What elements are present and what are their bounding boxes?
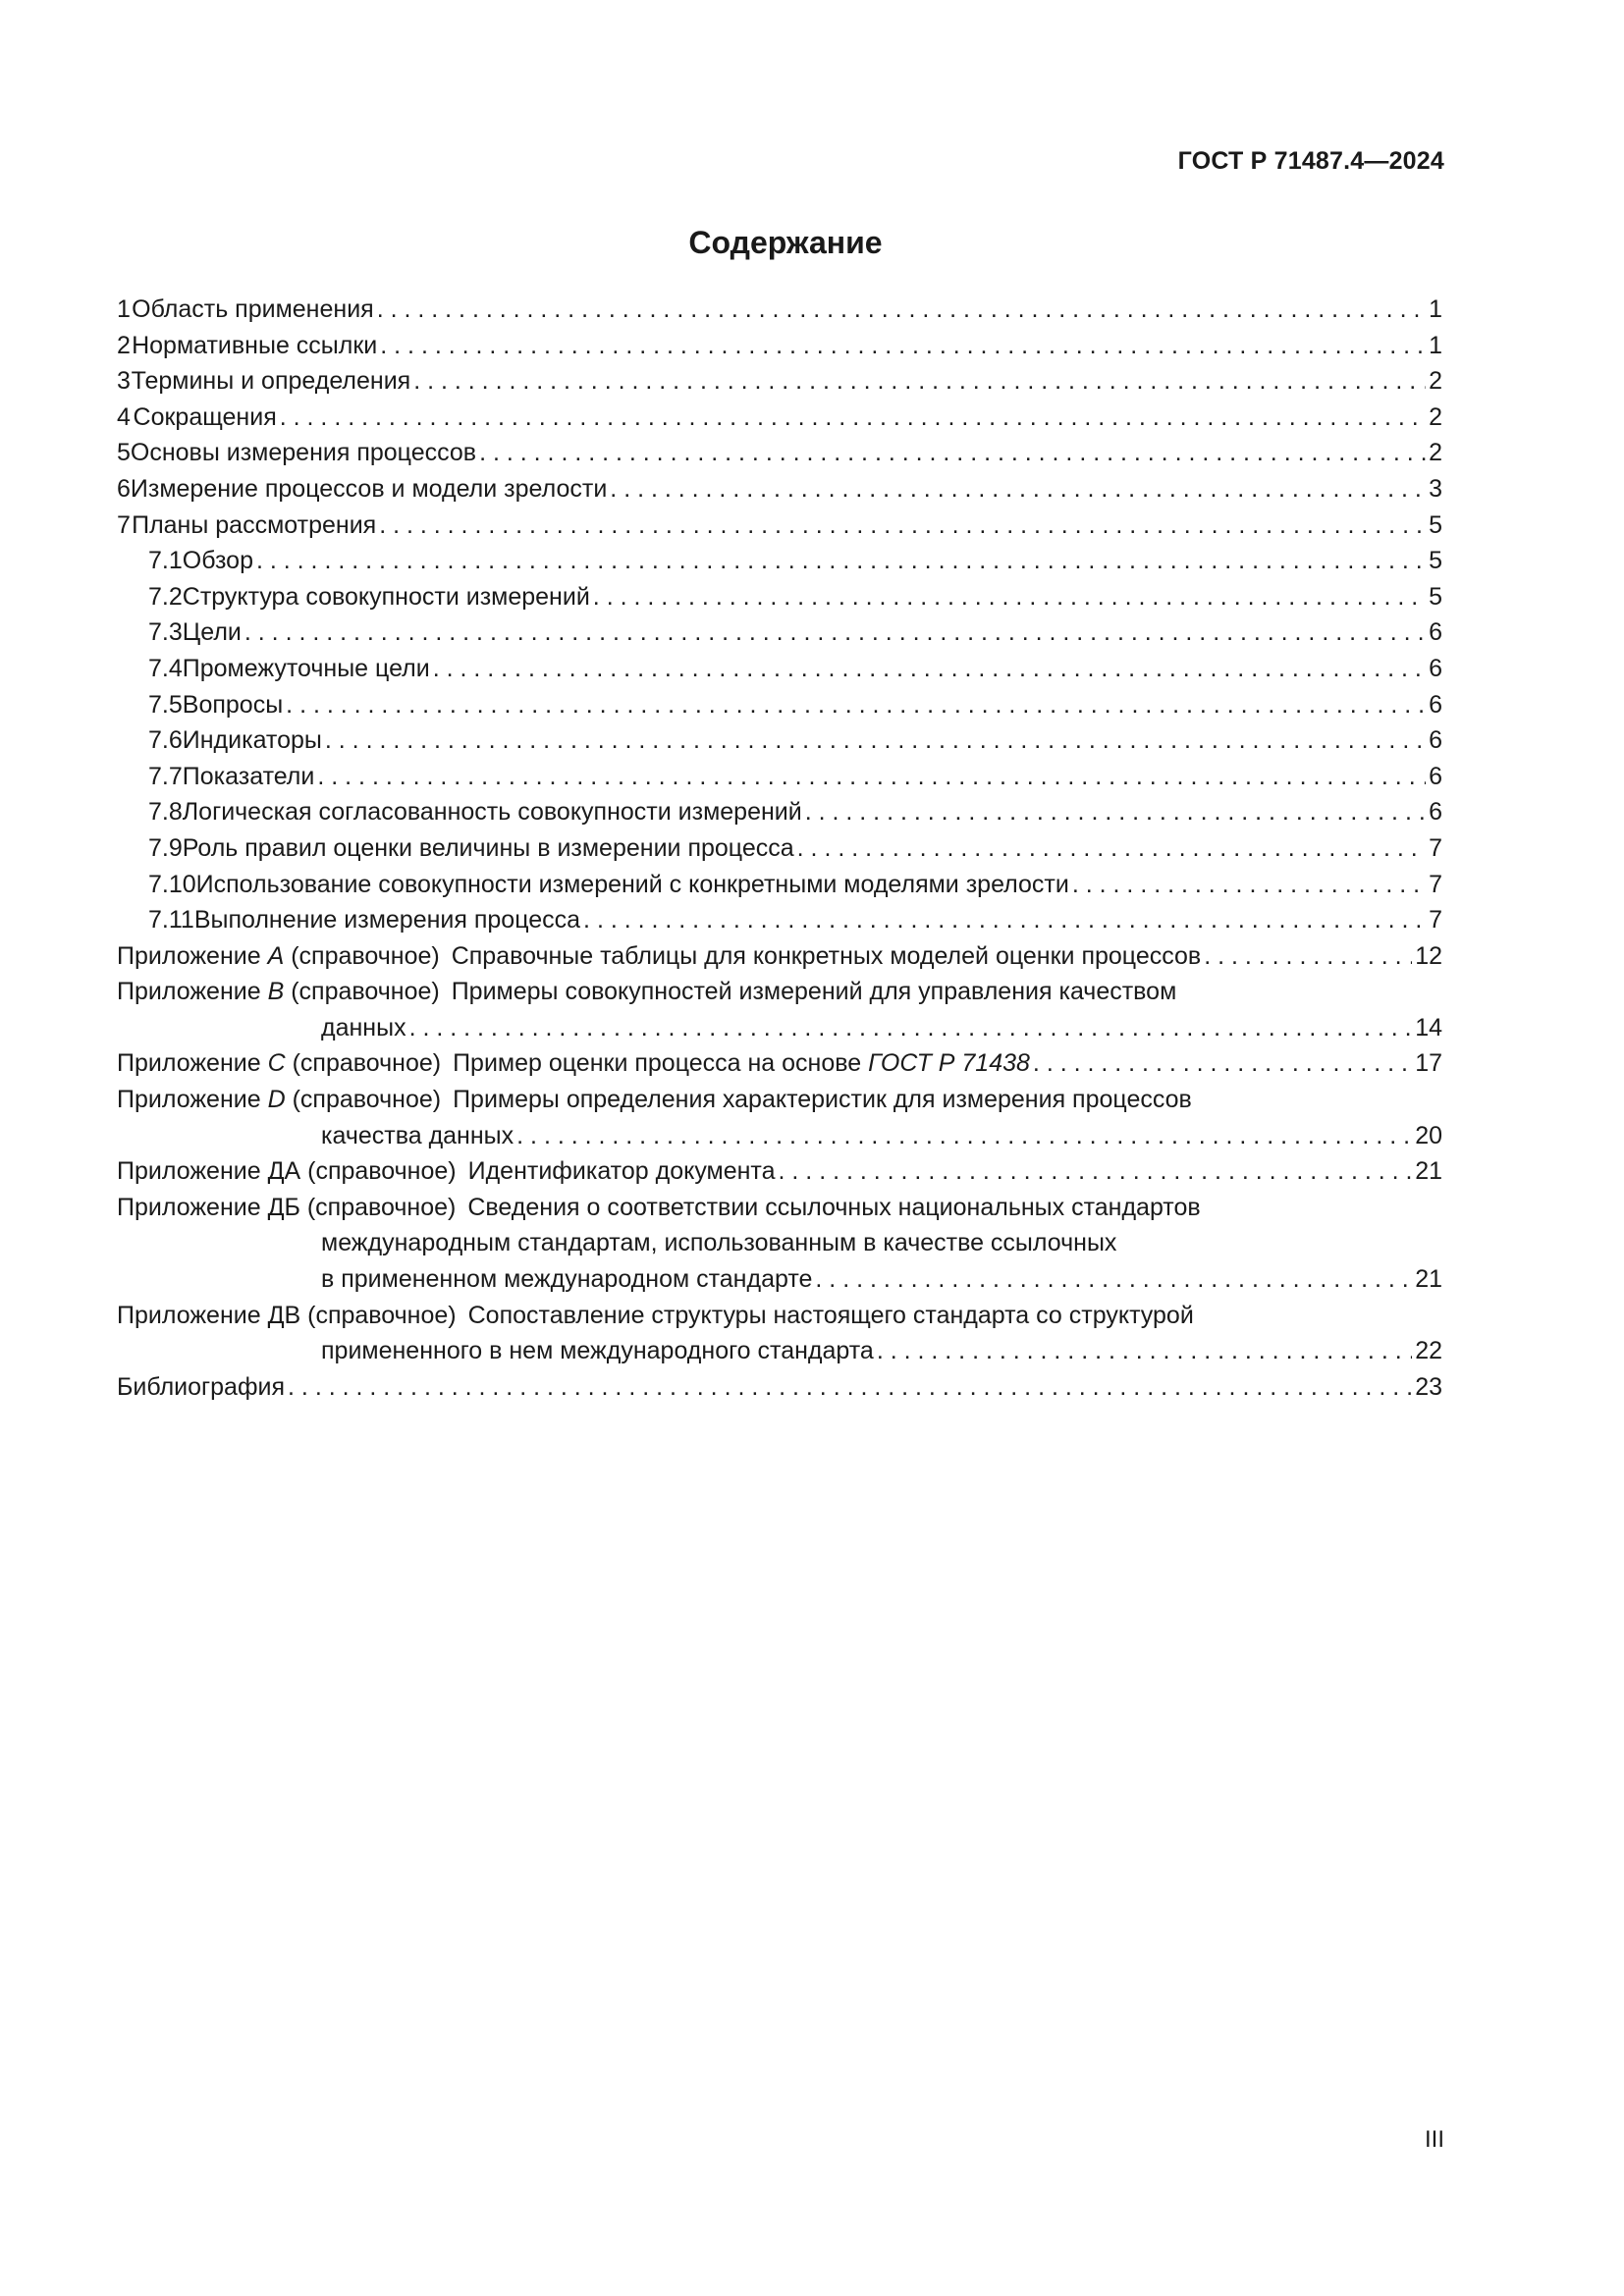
dot-leader — [325, 722, 1426, 759]
annex-title-cont: в примененном международном стандарте — [321, 1265, 813, 1294]
toc-entry-page: 20 — [1415, 1121, 1442, 1149]
gost-reference: ГОСТ Р 71438 — [868, 1049, 1030, 1078]
toc-entry-title: Логическая согласованность совокупности измерений — [182, 798, 802, 827]
toc-subentry[interactable] — [117, 867, 1442, 903]
toc-subentry[interactable] — [117, 543, 1442, 579]
document-code: ГОСТ Р 71487.4—2024 — [1177, 147, 1444, 175]
dot-leader — [433, 651, 1426, 687]
toc-entry-title: Индикаторы — [182, 726, 322, 755]
toc-entry-page: 6 — [1429, 654, 1442, 682]
toc-subentry[interactable] — [117, 830, 1442, 867]
toc-annex-dv-cont[interactable] — [117, 1333, 1442, 1369]
dot-leader — [280, 400, 1426, 436]
toc-entry-number: 2 — [117, 331, 131, 359]
toc-entry-title: Цели — [182, 618, 242, 647]
dot-leader — [377, 292, 1426, 328]
toc-subentry[interactable] — [117, 722, 1442, 759]
toc-annex-db-cont[interactable] — [117, 1261, 1442, 1298]
toc-entry-page: 5 — [1429, 510, 1442, 539]
dot-leader — [413, 363, 1426, 400]
toc-entry-page: 7 — [1429, 906, 1442, 934]
toc-entry-number: 7.3 — [148, 618, 183, 647]
dot-leader — [1072, 867, 1426, 903]
table-of-contents — [117, 292, 1442, 1405]
dot-leader — [877, 1333, 1412, 1369]
toc-entry-number: 7.8 — [148, 798, 183, 827]
toc-entry[interactable] — [117, 400, 1442, 436]
toc-entry-title: Структура совокупности измерений — [182, 582, 590, 611]
toc-entry-title: Термины и определения — [131, 367, 411, 396]
toc-entry[interactable] — [117, 328, 1442, 364]
toc-entry[interactable] — [117, 363, 1442, 400]
toc-entry-number: 7.6 — [148, 726, 183, 755]
dot-leader — [286, 687, 1426, 723]
toc-entry[interactable] — [117, 292, 1442, 328]
toc-annex-db[interactable]: Приложение ДБ (справочное) Сведения о соответствии ссылочных национальных стандартов — [117, 1193, 1201, 1221]
toc-entry-title: Промежуточные цели — [182, 654, 430, 682]
dot-leader — [1204, 938, 1412, 975]
annex-title-cont: данных — [321, 1013, 406, 1041]
toc-entry-page: 6 — [1429, 762, 1442, 790]
toc-entry-page: 2 — [1429, 367, 1442, 396]
annex-title: Примеры совокупностей измерений для управления качеством — [451, 978, 1177, 1006]
toc-entry[interactable] — [117, 471, 1442, 507]
toc-entry-number: 6 — [117, 474, 131, 503]
dot-leader — [1033, 1045, 1412, 1082]
toc-entry-title: Основы измерения процессов — [130, 439, 477, 467]
dot-leader — [583, 902, 1426, 938]
toc-entry-title: Показатели — [182, 762, 315, 790]
toc-entry-page: 14 — [1415, 1013, 1442, 1041]
toc-entry-page: 1 — [1429, 331, 1442, 359]
toc-entry-page: 7 — [1429, 833, 1442, 862]
toc-entry-title: Использование совокупности измерений с конкретными моделями зрелости — [195, 870, 1069, 898]
dot-leader — [379, 507, 1426, 544]
toc-annex-c[interactable] — [117, 1045, 1442, 1082]
toc-annex-db-cont[interactable] — [117, 1225, 1442, 1261]
toc-title: Содержание — [688, 225, 883, 260]
annex-label: Приложение А (справочное) Справочные таблицы для конкретных моделей оценки процессов — [117, 941, 1202, 970]
toc-entry-title: Роль правил оценки величины в измерении процесса — [182, 833, 794, 862]
dot-leader — [805, 794, 1426, 830]
dot-leader — [288, 1369, 1412, 1406]
annex-label: Приложение С (справочное) Пример оценки процесса на основе ГОСТ Р 71438 — [117, 1049, 1030, 1078]
dot-leader — [516, 1118, 1412, 1154]
toc-entry-number: 7.4 — [148, 654, 183, 682]
toc-entry-page: 2 — [1429, 402, 1442, 431]
toc-entry-page: 22 — [1415, 1337, 1442, 1365]
dot-leader — [244, 614, 1426, 651]
toc-subentry[interactable] — [117, 794, 1442, 830]
toc-annex-b[interactable]: Приложение В (справочное) Примеры совокупностей измерений для управления качеством — [117, 978, 1177, 1006]
toc-entry-number: 7 — [117, 510, 131, 539]
toc-entry-page: 23 — [1415, 1372, 1442, 1401]
toc-entry-number: 1 — [117, 295, 131, 323]
toc-entry-number: 7.5 — [148, 690, 183, 719]
dot-leader — [593, 579, 1426, 615]
toc-entry-page: 3 — [1429, 474, 1442, 503]
toc-entry-page: 21 — [1415, 1265, 1442, 1294]
toc-subentry[interactable] — [117, 651, 1442, 687]
toc-entry-number: 7.11 — [148, 906, 194, 934]
toc-entry-page: 5 — [1429, 547, 1442, 575]
toc-annex-b-cont[interactable] — [117, 1010, 1442, 1046]
annex-title-cont: примененного в нем международного стандарта — [321, 1337, 874, 1365]
toc-subentry[interactable] — [117, 579, 1442, 615]
toc-entry-page: 5 — [1429, 582, 1442, 611]
page-number: III — [1424, 2126, 1444, 2153]
toc-entry-page: 6 — [1429, 798, 1442, 827]
toc-annex-d-cont[interactable] — [117, 1118, 1442, 1154]
annex-title: Идентификатор документа — [467, 1157, 776, 1186]
toc-entry-page: 12 — [1415, 941, 1442, 970]
toc-entry-number: 7.1 — [148, 547, 183, 575]
toc-entry-title: Нормативные ссылки — [132, 331, 378, 359]
toc-annex-da[interactable] — [117, 1153, 1442, 1190]
toc-subentry[interactable] — [117, 614, 1442, 651]
toc-entry-title: Сокращения — [133, 402, 277, 431]
annex-title: Сопоставление структуры настоящего стандарта со структурой — [467, 1301, 1194, 1329]
toc-entry-page: 6 — [1429, 726, 1442, 755]
toc-entry-title: Область применения — [132, 295, 374, 323]
toc-entry-number: 7.9 — [148, 833, 183, 862]
toc-entry-title: Измерение процессов и модели зрелости — [130, 474, 608, 503]
toc-entry-page: 6 — [1429, 690, 1442, 719]
annex-title: Сведения о соответствии ссылочных национальных стандартов — [467, 1193, 1201, 1221]
toc-entry-title: Вопросы — [182, 690, 284, 719]
toc-entry-title: Библиография — [117, 1372, 286, 1401]
toc-entry-title: Обзор — [182, 547, 253, 575]
toc-annex-dv[interactable]: Приложение ДВ (справочное) Сопоставление структуры настоящего стандарта со структурой — [117, 1301, 1194, 1329]
toc-entry-page: 21 — [1415, 1157, 1442, 1186]
toc-subentry[interactable] — [117, 759, 1442, 795]
toc-subentry[interactable] — [117, 902, 1442, 938]
toc-entry-number: 7.10 — [148, 870, 196, 898]
toc-entry-title: Планы рассмотрения — [132, 510, 377, 539]
toc-bibliography[interactable] — [117, 1369, 1442, 1406]
annex-title-cont: международным стандартам, использованным в качестве ссылочных — [321, 1229, 1117, 1257]
dot-leader — [479, 435, 1426, 471]
toc-entry[interactable] — [117, 507, 1442, 544]
toc-annex-a[interactable] — [117, 938, 1442, 975]
dot-leader — [610, 471, 1426, 507]
toc-entry-number: 7.7 — [148, 762, 183, 790]
toc-entry-number: 3 — [117, 367, 131, 396]
toc-subentry[interactable] — [117, 687, 1442, 723]
dot-leader — [380, 328, 1426, 364]
toc-entry-number: 7.2 — [148, 582, 183, 611]
toc-entry-page: 7 — [1429, 870, 1442, 898]
annex-label: Приложение ДА (справочное) Идентификатор документа — [117, 1157, 776, 1186]
annex-title: Справочные таблицы для конкретных моделей оценки процессов — [451, 941, 1202, 970]
dot-leader — [815, 1261, 1412, 1298]
toc-entry[interactable] — [117, 435, 1442, 471]
toc-entry-page: 1 — [1429, 295, 1442, 323]
annex-title: Пример оценки процесса на основе — [453, 1049, 869, 1078]
toc-annex-d[interactable]: Приложение D (справочное) Примеры определения характеристик для измерения процессов — [117, 1086, 1192, 1114]
toc-entry-page: 6 — [1429, 618, 1442, 647]
dot-leader — [409, 1010, 1413, 1046]
dot-leader — [317, 759, 1426, 795]
toc-entry-page: 2 — [1429, 439, 1442, 467]
toc-entry-number: 4 — [117, 402, 131, 431]
toc-entry-number: 5 — [117, 439, 131, 467]
dot-leader — [797, 830, 1426, 867]
toc-entry-page: 17 — [1415, 1049, 1442, 1078]
dot-leader — [256, 543, 1426, 579]
toc-entry-title: Выполнение измерения процесса — [193, 906, 581, 934]
dot-leader — [779, 1153, 1413, 1190]
annex-title: Примеры определения характеристик для измерения процессов — [453, 1086, 1192, 1114]
annex-title-cont: качества данных — [321, 1121, 514, 1149]
